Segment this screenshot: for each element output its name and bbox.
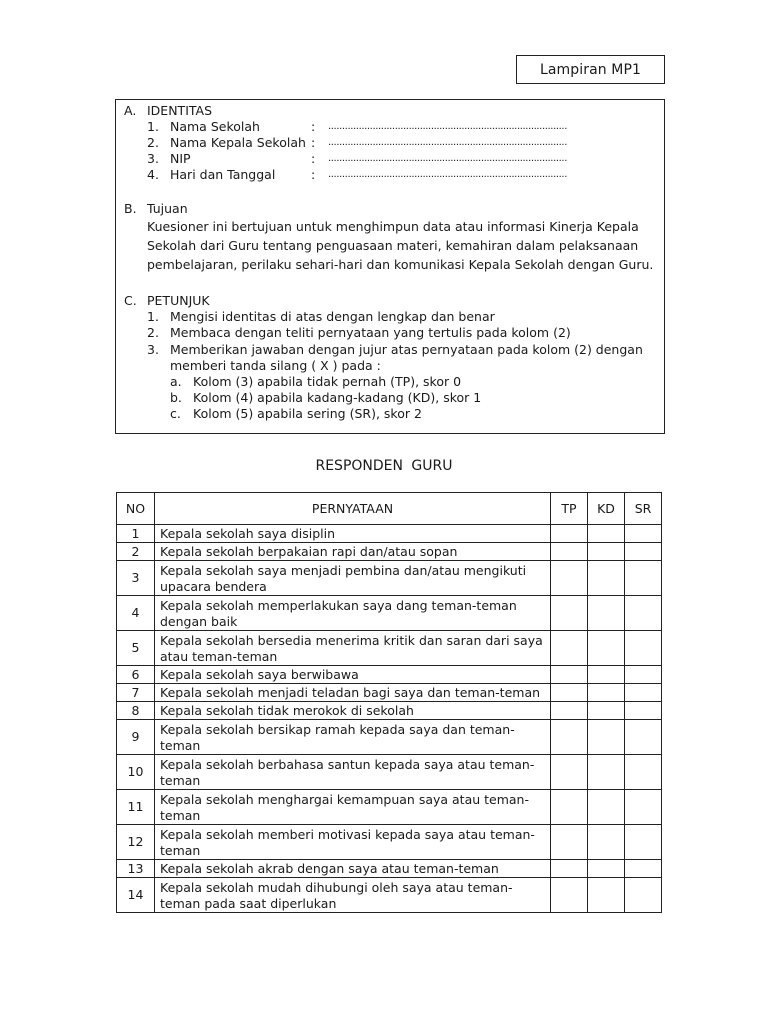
- tp-cell[interactable]: [551, 631, 588, 666]
- row-number: 11: [117, 790, 155, 825]
- identity-label-nama-sekolah: Nama Sekolah: [170, 119, 260, 134]
- row-number: 7: [117, 684, 155, 702]
- tp-cell[interactable]: [551, 790, 588, 825]
- petunjuk-subitem: Kolom (3) apabila tidak pernah (TP), skor 0: [193, 374, 462, 389]
- sr-cell[interactable]: [625, 702, 662, 720]
- kd-cell[interactable]: [588, 561, 625, 596]
- header-pernyataan: PERNYATAAN: [155, 493, 551, 525]
- section-a-title: IDENTITAS: [147, 103, 213, 118]
- row-statement: Kepala sekolah bersikap ramah kepada saya dan teman-teman: [155, 720, 551, 755]
- identity-num: 3.: [147, 151, 159, 166]
- petunjuk-item: Mengisi identitas di atas dengan lengkap dan benar: [170, 309, 495, 324]
- tp-cell[interactable]: [551, 825, 588, 860]
- table-row: [117, 543, 662, 561]
- row-statement: Kepala sekolah memberi motivasi kepada saya atau teman-teman: [155, 825, 551, 860]
- petunjuk-sub-letter: a.: [170, 374, 182, 389]
- table-row: [117, 631, 662, 666]
- sr-cell[interactable]: [625, 860, 662, 878]
- row-statement: Kepala sekolah bersedia menerima kritik dan saran dari saya atau teman-teman: [155, 631, 551, 666]
- identity-colon: :: [311, 167, 316, 182]
- row-number: 6: [117, 666, 155, 684]
- row-statement: Kepala sekolah berbahasa santun kepada saya atau teman-teman: [155, 755, 551, 790]
- row-number: 8: [117, 702, 155, 720]
- row-number: 14: [117, 878, 155, 913]
- row-number: 1: [117, 525, 155, 543]
- identity-colon: :: [311, 119, 316, 134]
- identity-num: 1.: [147, 119, 159, 134]
- table-row: [117, 790, 662, 825]
- sr-cell[interactable]: [625, 684, 662, 702]
- kd-cell[interactable]: [588, 860, 625, 878]
- table-row: [117, 825, 662, 860]
- sr-cell[interactable]: [625, 525, 662, 543]
- section-c-title: PETUNJUK: [147, 293, 210, 308]
- row-number: 12: [117, 825, 155, 860]
- hari-tanggal-field[interactable]: ......................................................................................: [328, 169, 567, 180]
- sr-cell[interactable]: [625, 561, 662, 596]
- tp-cell[interactable]: [551, 755, 588, 790]
- section-b-letter: B.: [124, 201, 137, 216]
- nip-field[interactable]: ......................................................................................: [328, 153, 567, 164]
- petunjuk-num: 2.: [147, 325, 159, 340]
- table-row: [117, 525, 662, 543]
- row-number: 2: [117, 543, 155, 561]
- table-row: [117, 561, 662, 596]
- tp-cell[interactable]: [551, 702, 588, 720]
- petunjuk-item-cont: memberi tanda silang ( X ) pada :: [170, 358, 381, 373]
- row-statement: Kepala sekolah akrab dengan saya atau teman-teman: [155, 860, 551, 878]
- petunjuk-subitem: Kolom (5) apabila sering (SR), skor 2: [193, 406, 422, 421]
- tp-cell[interactable]: [551, 596, 588, 631]
- petunjuk-item: Membaca dengan teliti pernyataan yang tertulis pada kolom (2): [170, 325, 571, 340]
- lampiran-label: Lampiran MP1: [516, 55, 665, 84]
- row-statement: Kepala sekolah memperlakukan saya dang teman-teman dengan baik: [155, 596, 551, 631]
- sr-cell[interactable]: [625, 596, 662, 631]
- petunjuk-item: Memberikan jawaban dengan jujur atas pernyataan pada kolom (2) dengan: [170, 342, 643, 357]
- table-row: [117, 860, 662, 878]
- tp-cell[interactable]: [551, 878, 588, 913]
- sr-cell[interactable]: [625, 720, 662, 755]
- kd-cell[interactable]: [588, 878, 625, 913]
- petunjuk-sub-letter: b.: [170, 390, 182, 405]
- sr-cell[interactable]: [625, 878, 662, 913]
- tp-cell[interactable]: [551, 860, 588, 878]
- table-row: [117, 666, 662, 684]
- sr-cell[interactable]: [625, 825, 662, 860]
- tp-cell[interactable]: [551, 543, 588, 561]
- table-row: [117, 720, 662, 755]
- table-row: [117, 878, 662, 913]
- identity-label-hari-tanggal: Hari dan Tanggal: [170, 167, 276, 182]
- row-statement: Kepala sekolah saya berwibawa: [155, 666, 551, 684]
- table-row: [117, 755, 662, 790]
- petunjuk-subitem: Kolom (4) apabila kadang-kadang (KD), skor 1: [193, 390, 482, 405]
- tujuan-text-line: Sekolah dari Guru tentang penguasaan materi, kemahiran dalam pelaksanaan: [147, 238, 639, 253]
- instruction-box: [115, 99, 665, 434]
- kd-cell[interactable]: [588, 666, 625, 684]
- sr-cell[interactable]: [625, 666, 662, 684]
- tp-cell[interactable]: [551, 684, 588, 702]
- kd-cell[interactable]: [588, 790, 625, 825]
- row-number: 4: [117, 596, 155, 631]
- identity-colon: :: [311, 151, 316, 166]
- identity-num: 4.: [147, 167, 159, 182]
- identity-colon: :: [311, 135, 316, 150]
- header-no: NO: [117, 493, 155, 525]
- identity-label-nip: NIP: [170, 151, 191, 166]
- petunjuk-num: 3.: [147, 342, 159, 357]
- responden-guru-title: RESPONDEN GURU: [315, 458, 453, 474]
- questionnaire-table: [116, 492, 662, 913]
- petunjuk-num: 1.: [147, 309, 159, 324]
- nama-sekolah-field[interactable]: ......................................................................................: [328, 121, 567, 132]
- sr-cell[interactable]: [625, 631, 662, 666]
- row-number: 5: [117, 631, 155, 666]
- identity-num: 2.: [147, 135, 159, 150]
- header-kd: KD: [588, 493, 625, 525]
- kd-cell[interactable]: [588, 825, 625, 860]
- tp-cell[interactable]: [551, 525, 588, 543]
- tp-cell[interactable]: [551, 720, 588, 755]
- tp-cell[interactable]: [551, 666, 588, 684]
- sr-cell[interactable]: [625, 755, 662, 790]
- table-row: [117, 684, 662, 702]
- row-statement: Kepala sekolah menghargai kemampuan saya atau teman-teman: [155, 790, 551, 825]
- kd-cell[interactable]: [588, 631, 625, 666]
- row-statement: Kepala sekolah saya disiplin: [155, 525, 551, 543]
- kd-cell[interactable]: [588, 755, 625, 790]
- row-number: 13: [117, 860, 155, 878]
- kd-cell[interactable]: [588, 702, 625, 720]
- row-statement: Kepala sekolah mudah dihubungi oleh saya atau teman-teman pada saat diperlukan: [155, 878, 551, 913]
- sr-cell[interactable]: [625, 543, 662, 561]
- row-number: 10: [117, 755, 155, 790]
- nama-kepala-sekolah-field[interactable]: ......................................................................................: [328, 137, 567, 148]
- kd-cell[interactable]: [588, 525, 625, 543]
- sr-cell[interactable]: [625, 790, 662, 825]
- petunjuk-sub-letter: c.: [170, 406, 181, 421]
- row-statement: Kepala sekolah menjadi teladan bagi saya dan teman-teman: [155, 684, 551, 702]
- row-statement: Kepala sekolah berpakaian rapi dan/atau sopan: [155, 543, 551, 561]
- row-number: 3: [117, 561, 155, 596]
- identity-label-nama-kepala-sekolah: Nama Kepala Sekolah: [170, 135, 306, 150]
- kd-cell[interactable]: [588, 720, 625, 755]
- row-number: 9: [117, 720, 155, 755]
- tujuan-text-line: pembelajaran, perilaku sehari-hari dan komunikasi Kepala Sekolah dengan Guru.: [147, 257, 654, 272]
- header-sr: SR: [625, 493, 662, 525]
- table-row: [117, 596, 662, 631]
- row-statement: Kepala sekolah saya menjadi pembina dan/atau mengikuti upacara bendera: [155, 561, 551, 596]
- tp-cell[interactable]: [551, 561, 588, 596]
- header-tp: TP: [551, 493, 588, 525]
- row-statement: Kepala sekolah tidak merokok di sekolah: [155, 702, 551, 720]
- kd-cell[interactable]: [588, 596, 625, 631]
- section-a-letter: A.: [124, 103, 137, 118]
- section-c-letter: C.: [124, 293, 137, 308]
- kd-cell[interactable]: [588, 543, 625, 561]
- kd-cell[interactable]: [588, 684, 625, 702]
- section-b-title: Tujuan: [147, 201, 188, 216]
- table-row: [117, 702, 662, 720]
- tujuan-text-line: Kuesioner ini bertujuan untuk menghimpun data atau informasi Kinerja Kepala: [147, 219, 639, 234]
